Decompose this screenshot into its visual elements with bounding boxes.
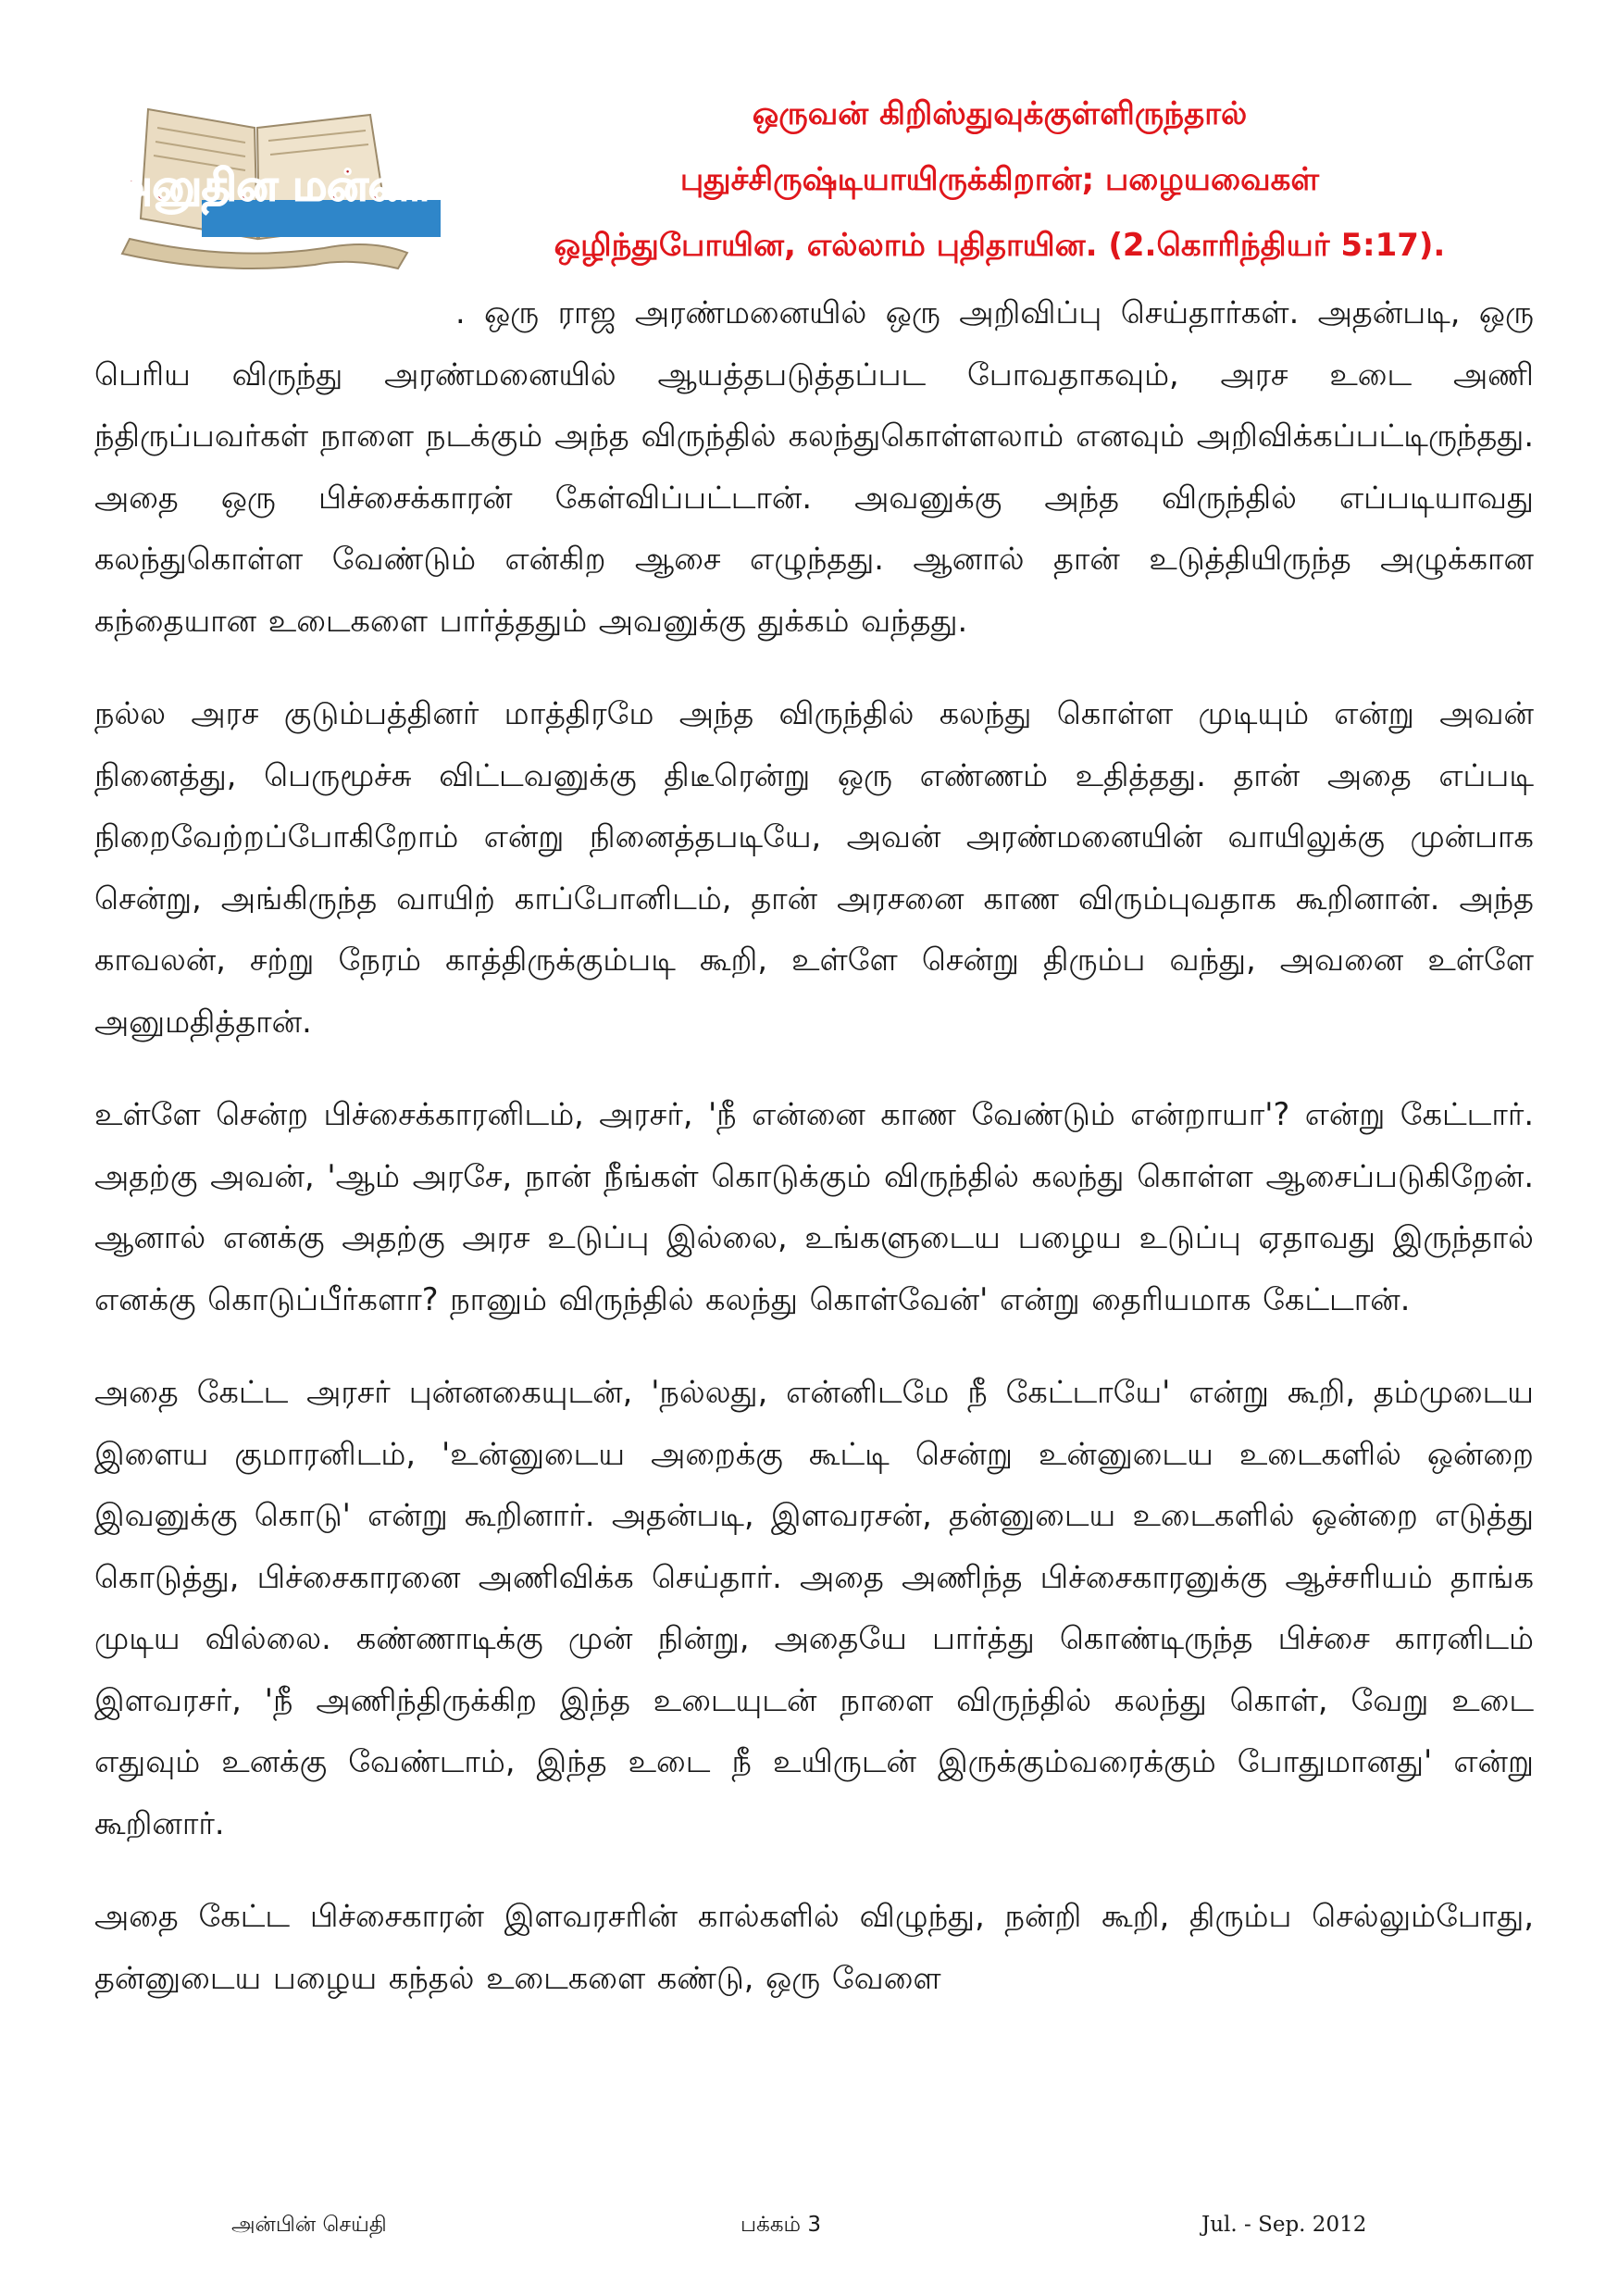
logo-text: அனுதின மன்னா — [105, 160, 432, 210]
paragraph: உள்ளே சென்ற பிச்சைக்காரனிடம், அரசர், 'நீ என்னை காண வேண்டும் என்றாயா'? என்று கேட்டார். அதற்கு அவன், 'ஆம் அரசே, நான் நீங்கள் கொடுக்கும் விருந்தில் கலந்து கொள்ள ஆசைப்படுகிறேன். ஆனால் எனக்கு அதற்கு அரச உடுப்பு இல்லை, உங்களுடைய பழைய உடுப்பு ஏதாவது இருந்தால் எனக்கு கொடுப்பீர்களா? நானும் விருந்தில் கலந்து கொள்வேன்' என்று தைரியமாக கேட்டான். — [94, 1096, 1534, 1317]
verse-line: ஒழிந்துபோயின, எல்லாம் புதிதாயின. (2.கொரிந்தியர் 5:17). — [554, 227, 1446, 264]
footer-publication: அன்பின் செய்தி — [231, 2213, 387, 2237]
page-footer — [0, 2213, 1618, 2250]
verse-line: ஒருவன் கிறிஸ்துவுக்குள்ளிருந்தால் — [752, 95, 1248, 132]
footer-page-number: பக்கம் 3 — [741, 2213, 821, 2237]
anudhina-manna-logo — [93, 100, 444, 276]
article-body — [94, 282, 1534, 2040]
verse-heading — [467, 81, 1532, 279]
paragraph: நல்ல அரச குடும்பத்தினர் மாத்திரமே அந்த விருந்தில் கலந்து கொள்ள முடியும் என்று அவன் நினைத்து, பெருமூச்சு விட்டவனுக்கு திடீரென்று ஒரு எண்ணம் உதித்தது. தான் அதை எப்படி நிறைவேற்றப்போகிறோம் என்று நினைத்தபடியே, அவன் அரண்மனையின் வாயிலுக்கு முன்பாக சென்று, அங்கிருந்த வாயிற் காப்போனிடம், தான் அரசனை காண விரும்புவதாக கூறினான். அந்த காவலன், சற்று நேரம் காத்திருக்கும்படி கூறி, உள்ளே சென்று திரும்ப வந்து, அவனை உள்ளே அனுமதித்தான். — [94, 695, 1534, 1040]
verse-line: புதுச்சிருஷ்டியாயிருக்கிறான்; பழையவைகள் — [679, 161, 1320, 198]
paragraph: . ஒரு ராஜ அரண்மனையில் ஒரு அறிவிப்பு செய்தார்கள். அதன்படி, ஒரு பெரிய விருந்து அரண்மனையில் ஆயத்தபடுத்தப்பட போவதாகவும், அரச உடை அணி ந்திருப்பவர்கள் நாளை நடக்கும் அந்த விருந்தில் கலந்துகொள்ளலாம் எனவும் அறிவிக்கப்பட்டிருந்தது. அதை ஒரு பிச்சைக்காரன் கேள்விப்பட்டான். அவனுக்கு அந்த விருந்தில் எப்படியாவது கலந்துகொள்ள வேண்டும் என்கிற ஆசை எழுந்தது. ஆனால் தான் உடுத்தியிருந்த அழுக்கான கந்தையான உடைகளை பார்த்ததும் அவனுக்கு துக்கம் வந்தது. — [94, 294, 1534, 639]
paragraph: அதை கேட்ட அரசர் புன்னகையுடன், 'நல்லது, என்னிடமே நீ கேட்டாயே' என்று கூறி, தம்முடைய இளைய குமாரனிடம், 'உன்னுடைய அறைக்கு கூட்டி சென்று உன்னுடைய உடைகளில் ஒன்றை இவனுக்கு கொடு' என்று கூறினார். அதன்படி, இளவரசன், தன்னுடைய உடைகளில் ஒன்றை எடுத்து கொடுத்து, பிச்சைகாரனை அணிவிக்க செய்தார். அதை அணிந்த பிச்சைகாரனுக்கு ஆச்சரியம் தாங்க முடிய வில்லை. கண்ணாடிக்கு முன் நின்று, அதையே பார்த்து கொண்டிருந்த பிச்சை காரனிடம் இளவரசர், 'நீ அணிந்திருக்கிற இந்த உடையுடன் நாளை விருந்தில் கலந்து கொள், வேறு உடை எதுவும் உனக்கு வேண்டாம், இந்த உடை நீ உயிருடன் இருக்கும்வரைக்கும் போதுமானது' என்று கூறினார். — [94, 1374, 1534, 1841]
paragraph: அதை கேட்ட பிச்சைகாரன் இளவரசரின் கால்களில் விழுந்து, நன்றி கூறி, திரும்ப செல்லும்போது, தன்னுடைய பழைய கந்தல் உடைகளை கண்டு, ஒரு வேளை — [94, 1898, 1534, 1996]
footer-date: Jul. - Sep. 2012 — [1201, 2213, 1367, 2237]
